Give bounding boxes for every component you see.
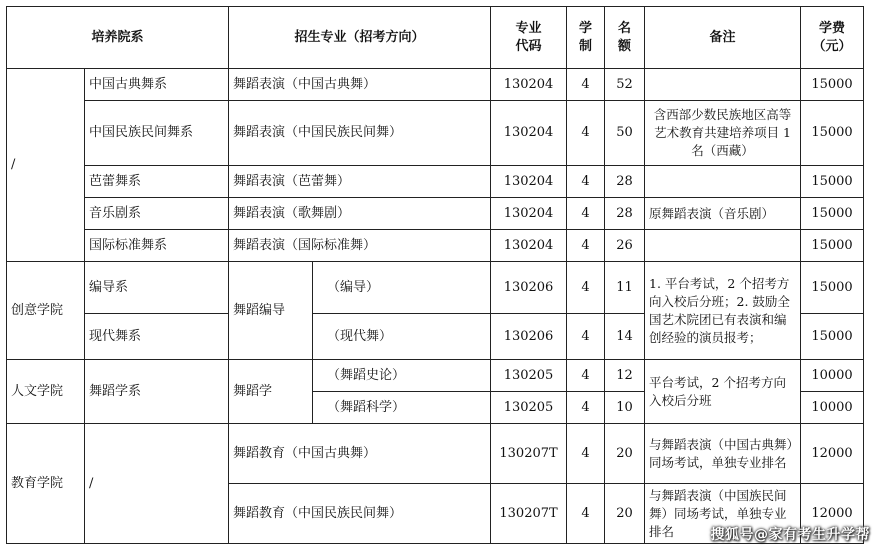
dept-cell: 现代舞系 — [85, 314, 229, 360]
dept-cell: 国际标准舞系 — [85, 230, 229, 262]
years-cell: 4 — [567, 484, 605, 544]
quota-cell: 52 — [605, 69, 645, 101]
note-cell — [645, 230, 801, 262]
fee-cell: 12000 — [801, 424, 864, 484]
table-row — [7, 360, 864, 392]
table-row — [7, 101, 864, 166]
fee-cell: 15000 — [801, 101, 864, 166]
header-code-line1: 专业 — [515, 20, 542, 36]
direction-cell: （现代舞） — [313, 314, 491, 360]
major-cell: 舞蹈教育（中国古典舞） — [229, 424, 491, 484]
table-row — [7, 230, 864, 262]
direction-cell: （舞蹈史论） — [313, 360, 491, 392]
major-cell: 舞蹈教育（中国民族民间舞） — [229, 484, 491, 544]
code-cell: 130204 — [491, 230, 567, 262]
header-fee-line2: （元） — [812, 38, 852, 54]
dept-cell: 舞蹈学系 — [85, 360, 229, 424]
years-cell: 4 — [567, 360, 605, 392]
note-cell: 1. 平台考试，2 个招考方向入校后分班；2. 鼓励全国艺术院团已有表演和编创经验的演员报考； — [645, 262, 801, 360]
college-cell: 人文学院 — [7, 360, 85, 424]
major-cell: 舞蹈学 — [229, 360, 313, 424]
quota-cell: 10 — [605, 392, 645, 424]
years-cell: 4 — [567, 424, 605, 484]
fee-cell: 15000 — [801, 166, 864, 198]
code-cell: 130205 — [491, 360, 567, 392]
code-cell: 130205 — [491, 392, 567, 424]
header-code-line2: 代码 — [515, 38, 542, 54]
code-cell: 130206 — [491, 314, 567, 360]
quota-cell: 26 — [605, 230, 645, 262]
fee-cell: 10000 — [801, 360, 864, 392]
fee-cell: 15000 — [801, 230, 864, 262]
quota-cell: 12 — [605, 360, 645, 392]
fee-cell: 15000 — [801, 198, 864, 230]
header-years-line1: 学 — [579, 20, 593, 36]
code-cell: 130204 — [491, 166, 567, 198]
dept-cell: 芭蕾舞系 — [85, 166, 229, 198]
header-quota-line2: 额 — [618, 38, 632, 54]
header-row — [7, 7, 864, 69]
direction-cell: （编导） — [313, 262, 491, 314]
code-cell: 130204 — [491, 198, 567, 230]
quota-cell: 14 — [605, 314, 645, 360]
header-years — [567, 7, 605, 69]
years-cell: 4 — [567, 69, 605, 101]
header-quota — [605, 7, 645, 69]
quota-cell: 28 — [605, 198, 645, 230]
fee-cell: 15000 — [801, 262, 864, 314]
watermark: 搜狐号@家有考生升学帮 — [710, 527, 870, 543]
table-row — [7, 69, 864, 101]
note-cell — [645, 69, 801, 101]
major-cell: 舞蹈表演（芭蕾舞） — [229, 166, 491, 198]
quota-cell: 28 — [605, 166, 645, 198]
table-row — [7, 262, 864, 314]
dept-cell: 音乐剧系 — [85, 198, 229, 230]
years-cell: 4 — [567, 262, 605, 314]
major-cell: 舞蹈表演（中国古典舞） — [229, 69, 491, 101]
note-cell: 平台考试，2 个招考方向入校后分班 — [645, 360, 801, 424]
quota-cell: 20 — [605, 424, 645, 484]
enrollment-table — [6, 6, 864, 544]
header-note: 备注 — [645, 7, 801, 69]
dept-cell: / — [85, 424, 229, 544]
dept-cell: 中国古典舞系 — [85, 69, 229, 101]
fee-cell: 15000 — [801, 69, 864, 101]
direction-cell: （舞蹈科学） — [313, 392, 491, 424]
code-cell: 130204 — [491, 69, 567, 101]
table-row — [7, 166, 864, 198]
major-cell: 舞蹈表演（国际标准舞） — [229, 230, 491, 262]
years-cell: 4 — [567, 314, 605, 360]
header-fee — [801, 7, 864, 69]
fee-cell: 12000 — [801, 484, 864, 544]
note-cell: 含西部少数民族地区高等艺术教育共建培养项目 1 名（西藏） — [645, 101, 801, 166]
years-cell: 4 — [567, 166, 605, 198]
major-cell: 舞蹈表演（中国民族民间舞） — [229, 101, 491, 166]
note-cell: 与舞蹈表演（中国古典舞）同场考试，单独专业排名 — [645, 424, 801, 484]
header-fee-line1: 学费 — [819, 20, 846, 36]
quota-cell: 20 — [605, 484, 645, 544]
years-cell: 4 — [567, 230, 605, 262]
college-cell: 创意学院 — [7, 262, 85, 360]
code-cell: 130204 — [491, 101, 567, 166]
years-cell: 4 — [567, 392, 605, 424]
fee-cell: 10000 — [801, 392, 864, 424]
dept-cell: 中国民族民间舞系 — [85, 101, 229, 166]
note-cell: 与舞蹈表演（中国族民间舞）同场考试，单独专业排名 — [645, 484, 801, 544]
note-cell: 原舞蹈表演（音乐剧） — [645, 198, 801, 230]
years-cell: 4 — [567, 198, 605, 230]
header-college: 培养院系 — [7, 7, 229, 69]
code-cell: 130207T — [491, 424, 567, 484]
major-cell: 舞蹈表演（歌舞剧） — [229, 198, 491, 230]
table-row — [7, 424, 864, 484]
major-cell: 舞蹈编导 — [229, 262, 313, 360]
header-major: 招生专业（招考方向） — [229, 7, 491, 69]
quota-cell: 50 — [605, 101, 645, 166]
quota-cell: 11 — [605, 262, 645, 314]
dept-cell: 编导系 — [85, 262, 229, 314]
college-cell: / — [7, 69, 85, 262]
header-quota-line1: 名 — [618, 20, 632, 36]
note-cell — [645, 166, 801, 198]
fee-cell: 15000 — [801, 314, 864, 360]
header-years-line2: 制 — [579, 38, 593, 54]
years-cell: 4 — [567, 101, 605, 166]
header-code — [491, 7, 567, 69]
table-row — [7, 198, 864, 230]
code-cell: 130207T — [491, 484, 567, 544]
college-cell: 教育学院 — [7, 424, 85, 544]
code-cell: 130206 — [491, 262, 567, 314]
